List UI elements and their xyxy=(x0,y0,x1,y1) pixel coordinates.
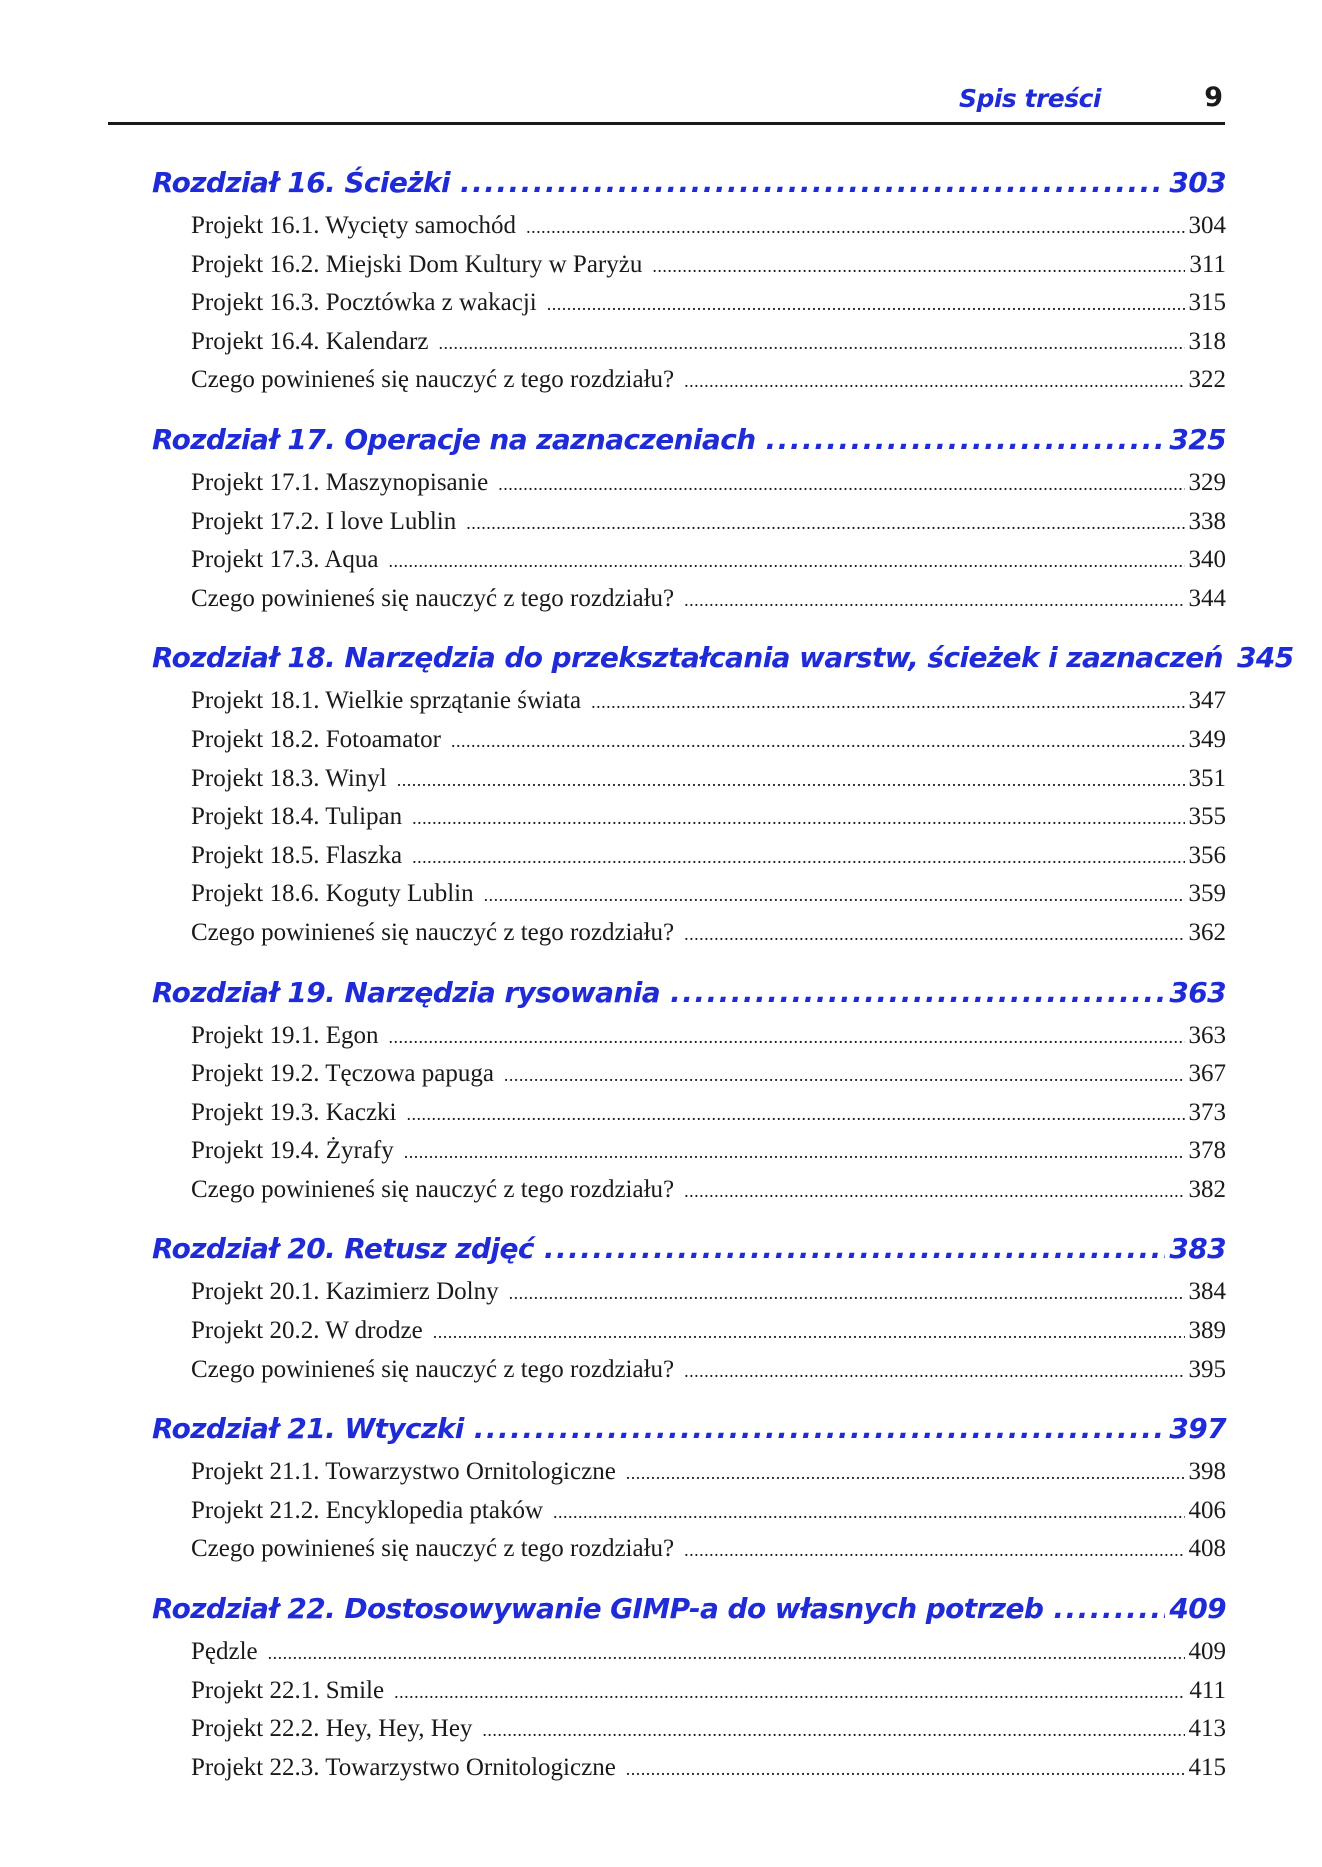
entry-page-number: 355 xyxy=(1188,803,1226,831)
chapter-heading-link[interactable] xyxy=(152,1592,1226,1638)
entry-page-number: 411 xyxy=(1189,1676,1226,1704)
toc-entry-link[interactable] xyxy=(191,1137,1226,1176)
dot-leader xyxy=(474,1412,1166,1445)
entry-title: Pędzle xyxy=(191,1638,258,1666)
dot-leader xyxy=(684,924,1184,945)
toc-entry-link[interactable] xyxy=(191,212,1226,251)
dot-leader xyxy=(526,217,1184,238)
entry-title: Projekt 21.1. Towarzystwo Ornitologiczne xyxy=(191,1458,616,1486)
toc-entry-link[interactable] xyxy=(191,880,1226,919)
entry-page-number: 356 xyxy=(1188,841,1226,869)
entry-page-number: 329 xyxy=(1188,468,1226,496)
toc-entry-link[interactable] xyxy=(191,1677,1226,1716)
chapter-page-number: 345 xyxy=(1237,641,1294,675)
entry-title: Projekt 17.1. Maszynopisanie xyxy=(191,468,489,496)
entry-page-number: 413 xyxy=(1188,1715,1226,1743)
entry-page-number: 384 xyxy=(1188,1278,1226,1306)
chapter-page-number: 325 xyxy=(1169,422,1226,456)
toc-entry-link[interactable] xyxy=(191,469,1226,508)
entry-page-number: 362 xyxy=(1188,918,1226,946)
dot-leader xyxy=(433,1322,1185,1343)
dot-leader xyxy=(389,551,1185,572)
entry-title: Czego powinieneś się nauczyć z tego rozdziału? xyxy=(191,584,675,612)
chapter-title: Rozdział 16. Ścieżki xyxy=(152,166,450,199)
toc-entry-link[interactable] xyxy=(191,1356,1226,1395)
toc-entry-link[interactable] xyxy=(191,1458,1226,1497)
dot-leader xyxy=(438,333,1184,354)
toc-entry-link[interactable] xyxy=(191,1099,1226,1138)
entry-title: Czego powinieneś się nauczyć z tego rozdziału? xyxy=(191,1535,675,1563)
entry-page-number: 408 xyxy=(1188,1535,1226,1563)
entry-page-number: 415 xyxy=(1188,1753,1226,1781)
entry-page-number: 378 xyxy=(1188,1137,1226,1165)
entry-page-number: 340 xyxy=(1188,546,1226,574)
entry-page-number: 351 xyxy=(1188,764,1226,792)
toc-chapter xyxy=(152,166,1226,405)
dot-leader xyxy=(544,1232,1166,1265)
entry-title: Projekt 16.2. Miejski Dom Kultury w Paryżu xyxy=(191,250,643,278)
toc-entry-link[interactable] xyxy=(191,328,1226,367)
entry-title: Czego powinieneś się nauczyć z tego rozdziału? xyxy=(191,1355,675,1383)
chapter-heading-link[interactable] xyxy=(152,1412,1226,1458)
toc-chapter xyxy=(152,976,1226,1215)
dot-leader xyxy=(684,590,1184,611)
dot-leader xyxy=(553,1502,1184,1523)
entry-page-number: 398 xyxy=(1188,1458,1226,1486)
entry-title: Projekt 17.2. I love Lublin xyxy=(191,507,457,535)
entry-title: Czego powinieneś się nauczyć z tego rozdziału? xyxy=(191,366,675,394)
dot-leader xyxy=(626,1759,1185,1780)
entry-title: Projekt 18.2. Fotoamator xyxy=(191,725,441,753)
chapter-heading-link[interactable] xyxy=(152,166,1226,212)
entry-title: Projekt 20.2. W drodze xyxy=(191,1317,423,1345)
dot-leader xyxy=(466,513,1184,534)
entry-page-number: 315 xyxy=(1188,289,1226,317)
chapter-heading-link[interactable] xyxy=(152,1232,1226,1278)
toc-entry-link[interactable] xyxy=(191,251,1226,290)
dot-leader xyxy=(404,1142,1185,1163)
dot-leader xyxy=(389,1027,1185,1048)
entry-page-number: 344 xyxy=(1188,584,1226,612)
chapter-heading-link[interactable] xyxy=(152,976,1226,1022)
running-header xyxy=(108,80,1225,125)
entry-title: Projekt 22.3. Towarzystwo Ornitologiczne xyxy=(191,1753,616,1781)
entry-page-number: 304 xyxy=(1188,212,1226,239)
toc-entry-link[interactable] xyxy=(191,1535,1226,1574)
entry-title: Projekt 22.1. Smile xyxy=(191,1676,385,1704)
toc-entry-link[interactable] xyxy=(191,1060,1226,1099)
table-of-contents xyxy=(152,166,1294,1810)
dot-leader xyxy=(407,1104,1185,1125)
dot-leader xyxy=(484,885,1185,906)
entry-title: Projekt 16.4. Kalendarz xyxy=(191,327,429,355)
entry-title: Projekt 18.4. Tulipan xyxy=(191,803,403,831)
toc-entry-link[interactable] xyxy=(191,726,1226,765)
dot-leader xyxy=(451,731,1185,752)
entry-page-number: 338 xyxy=(1188,507,1226,535)
dot-leader xyxy=(684,1540,1184,1561)
chapter-title: Rozdział 20. Retusz zdjęć xyxy=(152,1232,534,1266)
entry-title: Projekt 17.3. Aqua xyxy=(191,546,379,574)
entry-title: Projekt 19.1. Egon xyxy=(191,1021,379,1049)
toc-chapter xyxy=(152,423,1226,623)
entry-title: Czego powinieneś się nauczyć z tego rozdziału? xyxy=(191,1175,675,1203)
toc-entry-link[interactable] xyxy=(191,366,1226,405)
chapter-heading-link[interactable] xyxy=(152,641,1294,687)
chapter-page-number: 363 xyxy=(1169,975,1226,1009)
entry-title: Projekt 19.4. Żyrafy xyxy=(191,1137,394,1165)
header-page-number: 9 xyxy=(1204,82,1223,113)
entry-page-number: 349 xyxy=(1188,725,1226,753)
entry-title: Projekt 19.2. Tęczowa papuga xyxy=(191,1060,494,1088)
toc-entry-link[interactable] xyxy=(191,289,1226,328)
toc-entry-link[interactable] xyxy=(191,546,1226,585)
chapter-page-number: 397 xyxy=(1169,1412,1226,1446)
dot-leader xyxy=(591,692,1184,713)
entry-page-number: 406 xyxy=(1188,1496,1226,1524)
entry-page-number: 373 xyxy=(1188,1098,1226,1126)
dot-leader xyxy=(397,770,1185,791)
chapter-page-number: 303 xyxy=(1169,166,1226,199)
entry-page-number: 363 xyxy=(1188,1021,1226,1049)
dot-leader xyxy=(268,1643,1185,1664)
entry-page-number: 311 xyxy=(1189,250,1226,278)
chapter-title: Rozdział 22. Dostosowywanie GIMP-a do własnych potrzeb xyxy=(152,1592,1044,1626)
dot-leader xyxy=(684,1181,1184,1202)
chapter-page-number: 383 xyxy=(1169,1232,1226,1266)
dot-leader xyxy=(482,1720,1184,1741)
toc-entry-link[interactable] xyxy=(191,508,1226,547)
toc-entry-link[interactable] xyxy=(191,1022,1226,1061)
chapter-title: Rozdział 21. Wtyczki xyxy=(152,1412,464,1446)
dot-leader xyxy=(547,294,1185,315)
entry-page-number: 359 xyxy=(1188,880,1226,908)
entry-title: Projekt 18.6. Koguty Lublin xyxy=(191,880,474,908)
dot-leader xyxy=(684,371,1184,392)
dot-leader xyxy=(412,847,1184,868)
chapter-title: Rozdział 19. Narzędzia rysowania xyxy=(152,975,661,1009)
toc-entry-link[interactable] xyxy=(191,803,1226,842)
toc-chapter xyxy=(152,1232,1226,1394)
toc-entry-link[interactable] xyxy=(191,687,1226,726)
toc-entry-link[interactable] xyxy=(191,919,1226,958)
entry-title: Projekt 16.1. Wycięty samochód xyxy=(191,212,517,239)
entry-title: Projekt 22.2. Hey, Hey, Hey xyxy=(191,1715,473,1743)
dot-leader xyxy=(394,1682,1185,1703)
dot-leader xyxy=(498,474,1184,495)
dot-leader xyxy=(460,166,1165,199)
entry-page-number: 318 xyxy=(1188,327,1226,355)
header-section-title: Spis treści xyxy=(958,84,1101,113)
dot-leader xyxy=(670,976,1165,1009)
dot-leader xyxy=(766,423,1166,456)
dot-leader xyxy=(412,808,1184,829)
entry-page-number: 347 xyxy=(1188,687,1226,715)
dot-leader xyxy=(626,1463,1185,1484)
entry-title: Projekt 16.3. Pocztówka z wakacji xyxy=(191,289,537,317)
toc-chapter xyxy=(152,1592,1226,1792)
toc-entry-link[interactable] xyxy=(191,1638,1226,1677)
entry-page-number: 409 xyxy=(1188,1638,1226,1666)
toc-entry-link[interactable] xyxy=(191,1317,1226,1356)
dot-leader xyxy=(652,256,1185,277)
chapter-page-number: 409 xyxy=(1169,1592,1226,1626)
entry-title: Projekt 20.1. Kazimierz Dolny xyxy=(191,1278,499,1306)
toc-entry-link[interactable] xyxy=(191,842,1226,881)
toc-entry-link[interactable] xyxy=(191,585,1226,624)
entry-page-number: 395 xyxy=(1188,1355,1226,1383)
entry-page-number: 367 xyxy=(1188,1060,1226,1088)
toc-entry-link[interactable] xyxy=(191,1497,1226,1536)
entry-title: Projekt 18.1. Wielkie sprzątanie świata xyxy=(191,687,582,715)
toc-entry-link[interactable] xyxy=(191,1754,1226,1793)
dot-leader xyxy=(509,1283,1185,1304)
dot-leader xyxy=(684,1361,1184,1382)
toc-entry-link[interactable] xyxy=(191,765,1226,804)
entry-page-number: 389 xyxy=(1188,1317,1226,1345)
toc-chapter xyxy=(152,1412,1226,1574)
dot-leader xyxy=(1053,1592,1165,1625)
entry-title: Projekt 19.3. Kaczki xyxy=(191,1098,397,1126)
entry-page-number: 382 xyxy=(1188,1175,1226,1203)
chapter-title: Rozdział 18. Narzędzia do przekształcania warstw, ścieżek i zaznaczeń xyxy=(152,641,1223,675)
entry-page-number: 322 xyxy=(1188,366,1226,394)
entry-title: Projekt 21.2. Encyklopedia ptaków xyxy=(191,1496,544,1524)
toc-entry-link[interactable] xyxy=(191,1715,1226,1754)
entry-title: Czego powinieneś się nauczyć z tego rozdziału? xyxy=(191,918,675,946)
toc-entry-link[interactable] xyxy=(191,1176,1226,1215)
chapter-title: Rozdział 17. Operacje na zaznaczeniach xyxy=(152,422,756,456)
dot-leader xyxy=(504,1065,1185,1086)
entry-title: Projekt 18.5. Flaszka xyxy=(191,841,403,869)
entry-title: Projekt 18.3. Winyl xyxy=(191,764,387,792)
chapter-heading-link[interactable] xyxy=(152,423,1226,469)
toc-chapter xyxy=(152,641,1294,957)
toc-entry-link[interactable] xyxy=(191,1278,1226,1317)
